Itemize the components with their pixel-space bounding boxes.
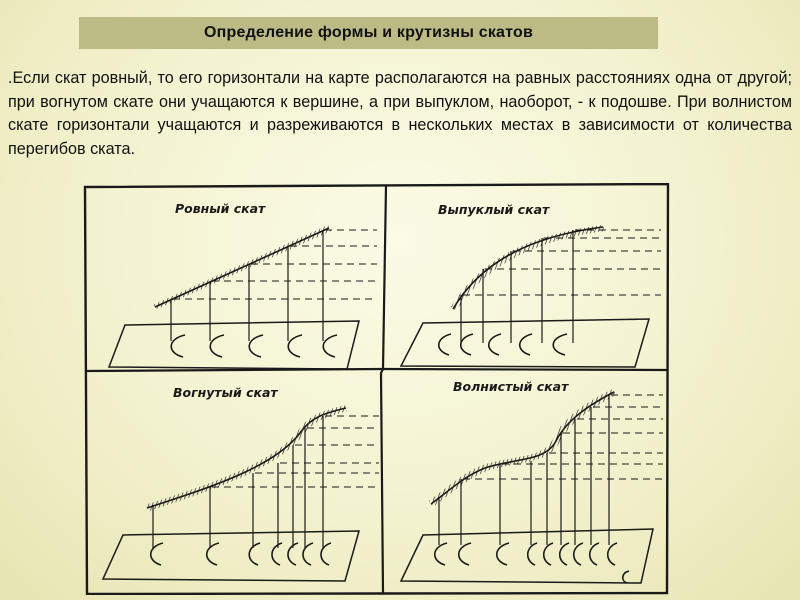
slopes-diagram (83, 183, 670, 595)
vertical-divider (381, 186, 386, 593)
slide-title: Определение формы и крутизны скатов (204, 24, 533, 41)
slide-paragraph: .Если скат ровный, то его горизонтали на карте располагаются на равных расстояниях одна от другой; при вогнутом скате они учащаются к вершине, а при выпуклом, наоборот, - к подошве. При волнистом скате горизонтали учащаются и разреживаются в нескольких местах в зависимости от количества перегибов ската. (8, 69, 792, 158)
panel-wavy-slope (401, 389, 663, 583)
slide-title-bar (79, 17, 658, 49)
slopes-figure (83, 183, 670, 595)
panel-label-even: Ровный скат (175, 201, 266, 216)
panel-label-convex: Выпуклый скат (438, 202, 550, 217)
panel-label-concave: Вогнутый скат (173, 385, 278, 400)
panel-concave-slope (103, 405, 379, 581)
slope-hatching (145, 405, 347, 511)
panel-label-wavy: Волнистый скат (453, 379, 569, 394)
horizontal-divider (86, 369, 667, 371)
panel-convex-slope (401, 225, 661, 367)
panel-even-slope (109, 225, 377, 369)
